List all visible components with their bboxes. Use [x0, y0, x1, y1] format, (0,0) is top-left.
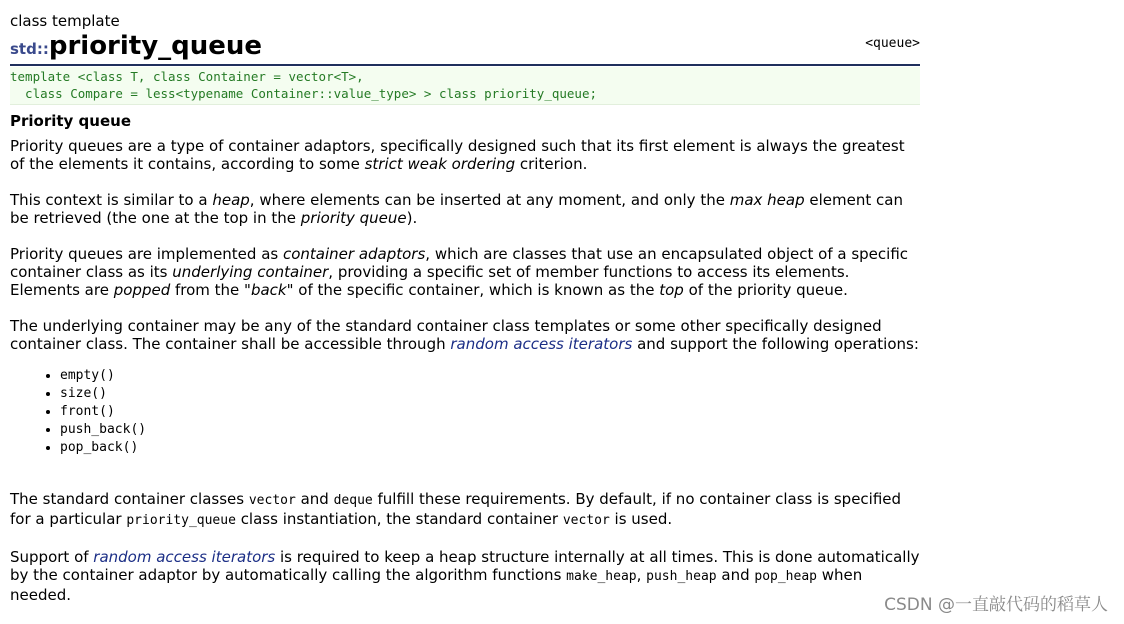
namespace-prefix: std:: — [10, 40, 49, 58]
paragraph: Priority queues are a type of container adaptors, specifically designed such that its first element is always the greatest of the elements it contains, according to some strict weak ordering criterion. — [10, 137, 905, 173]
reference-page — [10, 12, 920, 604]
paragraph: The standard container classes vector and deque fulfill these requirements. By default, if no container class is specified for a particular priority_queue class instantiation, the standard container vector is used. — [10, 490, 902, 528]
random-access-iterators-link[interactable]: random access iterators — [93, 548, 276, 566]
list-item: • front() — [60, 403, 920, 421]
paragraph: Priority queues are implemented as container adaptors, which are classes that use an encapsulated object of a specific container class as its underlying container, providing a specific set of member functions to access its elements. Elements are popped from the "back" of the specific container, which is known as the top of the priority queue. — [10, 245, 909, 299]
watermark: CSDN @一直敲代码的稻草人 — [884, 595, 1108, 615]
paragraph: This context is similar to a heap, where elements can be inserted at any moment, and only the max heap element can be retrieved (the one at the top in the priority queue). — [10, 191, 903, 227]
page-title — [10, 30, 262, 65]
operations-list — [10, 367, 920, 457]
paragraph: The underlying container may be any of the standard container class templates or some other specifically designed container class. The container shall be accessible through random access iterators and support the following operations: — [10, 317, 919, 353]
template-declaration — [10, 67, 920, 105]
class-name: priority_queue — [48, 31, 263, 61]
random-access-iterators-link[interactable]: random access iterators — [450, 335, 633, 353]
list-item: • size() — [60, 385, 920, 403]
header-link[interactable]: <queue> — [865, 36, 920, 51]
section-title: Priority queue — [10, 112, 131, 130]
paragraph: Support of random access iterators is required to keep a heap structure internally at all times. This is done automatically by the container adaptor by automatically calling the algorithm functions make_heap, push_heap and pop_heap when needed. — [10, 548, 920, 604]
declaration-line: template <class T, class Container = vector<T>, — [10, 69, 364, 84]
list-item: • pop_back() — [60, 439, 920, 457]
declaration-line: class Compare = less<typename Container::value_type> > class priority_queue; — [10, 86, 597, 101]
title-row — [10, 30, 920, 66]
list-item: • empty() — [60, 367, 920, 385]
list-item: • push_back() — [60, 421, 920, 439]
entity-kind: class template — [10, 12, 120, 30]
